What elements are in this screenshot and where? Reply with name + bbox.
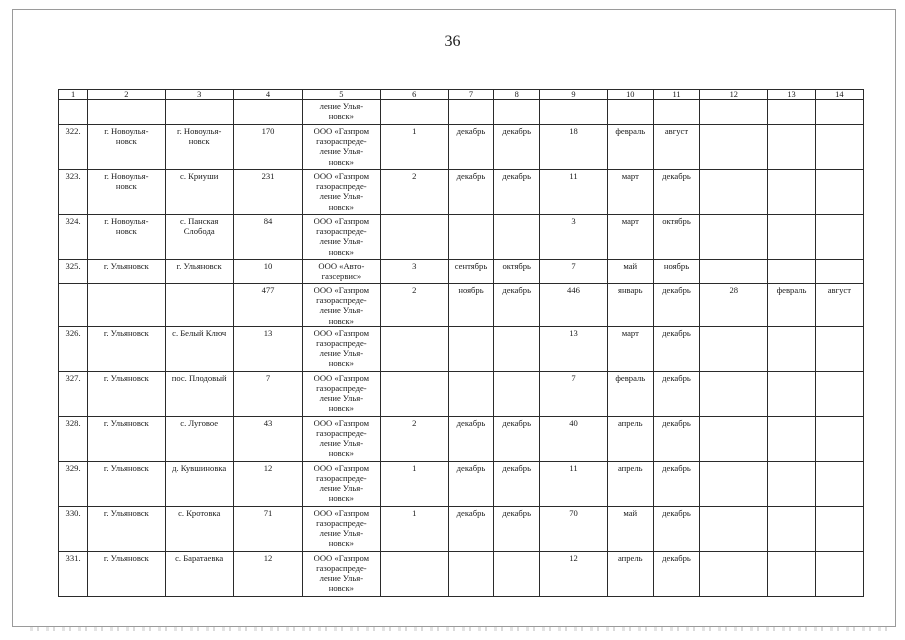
table-cell	[768, 371, 815, 416]
table-cell: 12	[233, 461, 302, 506]
table-cell	[700, 416, 768, 461]
table-cell	[448, 326, 493, 371]
table-cell	[88, 284, 165, 327]
table-cell	[700, 461, 768, 506]
table-cell	[815, 551, 863, 596]
table-cell: г. Новоулья- новск	[88, 215, 165, 260]
scan-edge-noise	[30, 627, 890, 631]
table-cell: 28	[700, 284, 768, 327]
table-row	[59, 260, 864, 284]
table-cell: 2	[380, 170, 448, 215]
table-cell: 329.	[59, 461, 88, 506]
table-cell	[768, 215, 815, 260]
column-number: 1	[59, 90, 88, 100]
table-cell	[380, 371, 448, 416]
column-number: 14	[815, 90, 863, 100]
table-cell	[540, 100, 607, 125]
table-cell	[165, 284, 233, 327]
table-cell: 12	[233, 551, 302, 596]
table-cell: г. Ульяновск	[88, 371, 165, 416]
table-cell: ООО «Газпром газораспреде- ление Улья- новск»	[303, 170, 380, 215]
table-cell: декабрь	[653, 284, 699, 327]
table-row	[59, 215, 864, 260]
table-row	[59, 371, 864, 416]
table-cell: с. Баратаевка	[165, 551, 233, 596]
table-cell: ноябрь	[653, 260, 699, 284]
table-cell	[768, 461, 815, 506]
column-number: 2	[88, 90, 165, 100]
table-cell: 13	[540, 326, 607, 371]
column-number: 4	[233, 90, 302, 100]
table-cell	[233, 100, 302, 125]
table-cell	[494, 551, 540, 596]
table-cell	[815, 326, 863, 371]
table-cell: декабрь	[448, 506, 493, 551]
table-cell: с. Панская Слобода	[165, 215, 233, 260]
table-cell: 331.	[59, 551, 88, 596]
table-cell	[494, 100, 540, 125]
table-cell: г. Новоулья- новск	[88, 125, 165, 170]
table-cell: декабрь	[653, 551, 699, 596]
table-cell: 170	[233, 125, 302, 170]
table-cell: д. Кувшиновка	[165, 461, 233, 506]
column-number: 12	[700, 90, 768, 100]
table-cell	[607, 100, 653, 125]
table-cell: 2	[380, 284, 448, 327]
table-cell	[768, 506, 815, 551]
table-cell: 324.	[59, 215, 88, 260]
table-cell	[380, 326, 448, 371]
table-cell: 3	[380, 260, 448, 284]
table-cell: ООО «Авто- газсервис»	[303, 260, 380, 284]
data-table	[58, 89, 864, 597]
table-cell: декабрь	[494, 461, 540, 506]
table-cell	[448, 551, 493, 596]
table-cell: 446	[540, 284, 607, 327]
table-cell: 43	[233, 416, 302, 461]
table-row	[59, 100, 864, 125]
table-cell: г. Новоулья- новск	[165, 125, 233, 170]
table-cell: 71	[233, 506, 302, 551]
table-cell: февраль	[768, 284, 815, 327]
table-cell: апрель	[607, 551, 653, 596]
table-cell: 12	[540, 551, 607, 596]
table-cell: 7	[540, 260, 607, 284]
column-number: 6	[380, 90, 448, 100]
table-cell	[59, 284, 88, 327]
table-cell: август	[653, 125, 699, 170]
table-cell: г. Ульяновск	[88, 506, 165, 551]
table-cell: декабрь	[653, 371, 699, 416]
table-cell: ООО «Газпром газораспреде- ление Улья- новск»	[303, 125, 380, 170]
table-cell: октябрь	[653, 215, 699, 260]
table-cell: с. Луговое	[165, 416, 233, 461]
table-header-row	[59, 90, 864, 100]
table-row	[59, 125, 864, 170]
table-cell: 322.	[59, 125, 88, 170]
table-cell: 323.	[59, 170, 88, 215]
table-cell: декабрь	[494, 125, 540, 170]
table-cell: 327.	[59, 371, 88, 416]
table-cell: 3	[540, 215, 607, 260]
table-cell: апрель	[607, 461, 653, 506]
table-cell: г. Новоулья- новск	[88, 170, 165, 215]
table-cell	[494, 215, 540, 260]
table-cell: 18	[540, 125, 607, 170]
table-cell: 11	[540, 170, 607, 215]
table-cell: ООО «Газпром газораспреде- ление Улья- новск»	[303, 326, 380, 371]
table-cell	[815, 461, 863, 506]
table-cell: декабрь	[653, 416, 699, 461]
table-cell	[768, 170, 815, 215]
table-cell	[700, 125, 768, 170]
table-cell: сентябрь	[448, 260, 493, 284]
table-cell	[700, 506, 768, 551]
table-cell: пос. Плодовый	[165, 371, 233, 416]
table-cell: январь	[607, 284, 653, 327]
table-cell: г. Ульяновск	[88, 461, 165, 506]
table-row	[59, 461, 864, 506]
column-number: 10	[607, 90, 653, 100]
column-number: 7	[448, 90, 493, 100]
table-cell	[815, 125, 863, 170]
table-cell	[448, 371, 493, 416]
table-cell: 7	[233, 371, 302, 416]
table-cell: 326.	[59, 326, 88, 371]
table-cell: ООО «Газпром газораспреде- ление Улья- новск»	[303, 371, 380, 416]
table-cell: ление Улья- новск»	[303, 100, 380, 125]
table-row	[59, 506, 864, 551]
table-row	[59, 170, 864, 215]
table-row	[59, 551, 864, 596]
table-cell: г. Ульяновск	[165, 260, 233, 284]
table-cell: г. Ульяновск	[88, 551, 165, 596]
column-number: 9	[540, 90, 607, 100]
table-cell: 1	[380, 125, 448, 170]
table-cell: 70	[540, 506, 607, 551]
table-cell: г. Ульяновск	[88, 416, 165, 461]
table-cell	[448, 215, 493, 260]
table-cell: декабрь	[494, 506, 540, 551]
table-cell	[815, 215, 863, 260]
table-cell: декабрь	[494, 170, 540, 215]
table-cell	[88, 100, 165, 125]
table-cell: ООО «Газпром газораспреде- ление Улья- новск»	[303, 215, 380, 260]
table-cell: г. Ульяновск	[88, 326, 165, 371]
table-cell: декабрь	[653, 461, 699, 506]
table-cell	[815, 416, 863, 461]
table-cell	[815, 100, 863, 125]
table-row	[59, 416, 864, 461]
table-cell: ноябрь	[448, 284, 493, 327]
table-cell: апрель	[607, 416, 653, 461]
table-cell	[768, 416, 815, 461]
table-cell: май	[607, 260, 653, 284]
table-cell: декабрь	[448, 170, 493, 215]
table-cell: декабрь	[448, 461, 493, 506]
table-cell: март	[607, 215, 653, 260]
table-cell: 330.	[59, 506, 88, 551]
table-cell: с. Белый Ключ	[165, 326, 233, 371]
table-cell: март	[607, 326, 653, 371]
table-cell: 84	[233, 215, 302, 260]
table-cell: ООО «Газпром газораспреде- ление Улья- новск»	[303, 416, 380, 461]
table-cell	[815, 371, 863, 416]
table-cell: 325.	[59, 260, 88, 284]
column-number: 3	[165, 90, 233, 100]
table-cell	[700, 260, 768, 284]
table-cell	[494, 326, 540, 371]
table-cell: 10	[233, 260, 302, 284]
table-cell	[165, 100, 233, 125]
table-cell: декабрь	[653, 506, 699, 551]
table-cell: декабрь	[653, 170, 699, 215]
table-cell: с. Кротовка	[165, 506, 233, 551]
table-cell	[653, 100, 699, 125]
table-cell	[700, 371, 768, 416]
table-cell: 328.	[59, 416, 88, 461]
table-cell	[700, 100, 768, 125]
table-cell: 2	[380, 416, 448, 461]
table-cell: с. Криуши	[165, 170, 233, 215]
table-cell: август	[815, 284, 863, 327]
table-cell	[700, 551, 768, 596]
table-cell	[700, 326, 768, 371]
table-cell: г. Ульяновск	[88, 260, 165, 284]
table-cell	[380, 551, 448, 596]
table-cell	[815, 506, 863, 551]
column-number: 5	[303, 90, 380, 100]
table-cell: 11	[540, 461, 607, 506]
table-cell: 7	[540, 371, 607, 416]
table-cell: декабрь	[494, 284, 540, 327]
table-cell: 231	[233, 170, 302, 215]
table-cell	[815, 260, 863, 284]
table-cell: ООО «Газпром газораспреде- ление Улья- новск»	[303, 284, 380, 327]
table-cell: 40	[540, 416, 607, 461]
page-number: 36	[444, 33, 461, 50]
table-cell: декабрь	[653, 326, 699, 371]
table-cell	[768, 125, 815, 170]
table-cell: ООО «Газпром газораспреде- ление Улья- новск»	[303, 506, 380, 551]
table-cell: декабрь	[448, 125, 493, 170]
table-cell: 1	[380, 461, 448, 506]
table-cell	[768, 326, 815, 371]
column-number: 13	[768, 90, 815, 100]
column-number: 8	[494, 90, 540, 100]
table-cell: декабрь	[494, 416, 540, 461]
table-cell: февраль	[607, 125, 653, 170]
table-row	[59, 284, 864, 327]
table-cell	[59, 100, 88, 125]
table-cell	[815, 170, 863, 215]
table-cell: март	[607, 170, 653, 215]
table-cell: 1	[380, 506, 448, 551]
table-cell	[700, 170, 768, 215]
table-cell: ООО «Газпром газораспреде- ление Улья- новск»	[303, 551, 380, 596]
table-cell	[380, 100, 448, 125]
table-cell: декабрь	[448, 416, 493, 461]
table-cell	[380, 215, 448, 260]
table-cell: ООО «Газпром газораспреде- ление Улья- новск»	[303, 461, 380, 506]
column-number: 11	[653, 90, 699, 100]
table-cell	[448, 100, 493, 125]
table-cell: 13	[233, 326, 302, 371]
table-cell: октябрь	[494, 260, 540, 284]
table-cell	[700, 215, 768, 260]
table-row	[59, 326, 864, 371]
table-cell	[768, 551, 815, 596]
table-cell	[494, 371, 540, 416]
table-cell: февраль	[607, 371, 653, 416]
table-cell: 477	[233, 284, 302, 327]
table-cell: май	[607, 506, 653, 551]
table-cell	[768, 260, 815, 284]
table-cell	[768, 100, 815, 125]
